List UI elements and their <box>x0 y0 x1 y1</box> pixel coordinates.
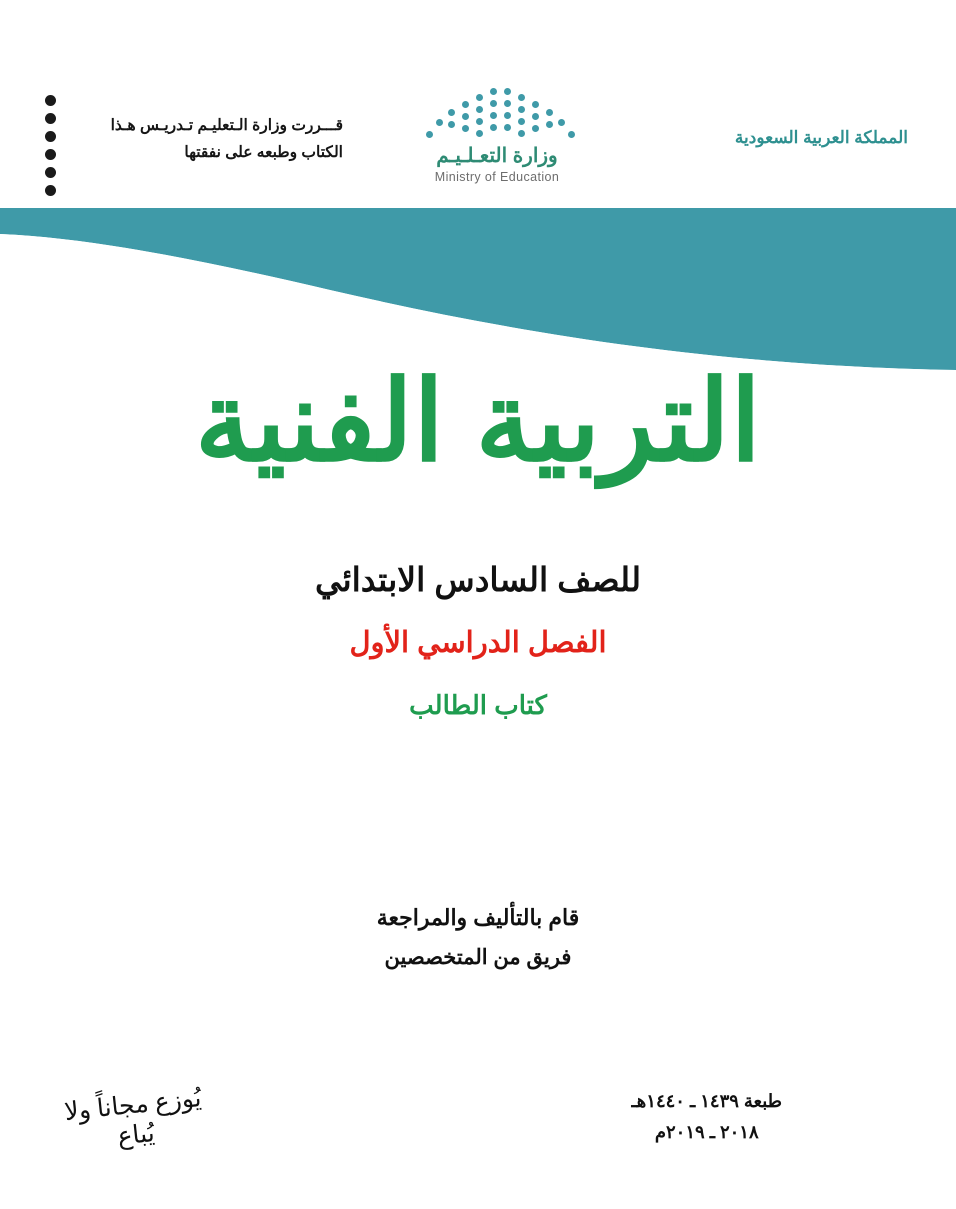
kingdom-label: المملكة العربية السعودية <box>734 128 908 147</box>
book-title: التربية الفنية <box>194 359 762 484</box>
cover-header <box>0 0 956 215</box>
book-grade: للصف السادس الابتدائي <box>314 561 642 598</box>
ministry-name-english: Ministry of Education <box>434 170 560 184</box>
ministry-logo <box>382 88 612 184</box>
decree-dots-icon <box>45 95 56 196</box>
authors-line-1: قام بالتأليف والمراجعة <box>376 905 580 930</box>
authors-line-2: فريق من المتخصصين <box>384 946 572 969</box>
ministry-dots-icon <box>422 88 572 140</box>
ministry-decree-text: قـــررت وزارة الـتعليـم تـدريـس هـذا الكتاب وطبعه على نفقتها <box>110 117 343 161</box>
ministry-name-arabic: وزارة التعـلـيـم <box>436 145 558 167</box>
book-type: كتاب الطالب <box>409 690 547 720</box>
edition-block <box>632 1086 782 1148</box>
book-term: الفصل الدراسي الأول <box>349 627 607 659</box>
authors-block <box>0 898 956 978</box>
edition-hijri: طبعة ١٤٣٩ ـ ١٤٤٠هـ <box>631 1091 782 1111</box>
edition-gregorian: ٢٠١٨ ـ ٢٠١٩م <box>654 1122 759 1142</box>
free-distribution-note: يُوزع مجاناً ولا يُباع <box>63 1084 203 1151</box>
